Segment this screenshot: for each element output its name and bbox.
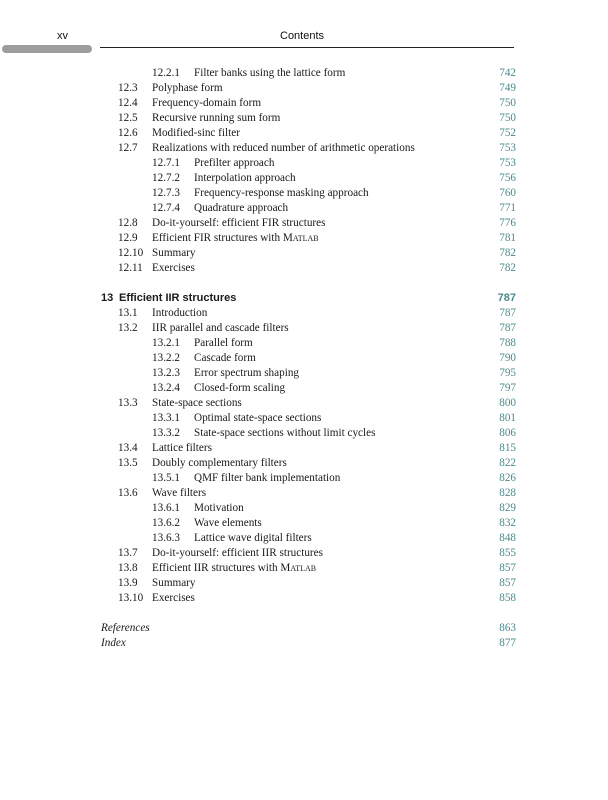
running-title: Contents [280,30,325,42]
toc-entry[interactable] [0,201,608,216]
toc-entry-title-text: Optimal state-space sections [194,412,322,424]
toc-entry-title-text: Filter banks using the lattice form [194,67,346,79]
toc-entry-page: 756 [499,172,516,184]
toc-entry[interactable] [0,366,608,381]
toc-entry-title-text: Wave filters [152,487,207,499]
toc-spacer [0,606,608,621]
toc-entry-title [194,66,345,81]
toc-entry-number: 12.3 [118,82,138,94]
toc-entry-title [194,516,262,531]
toc-back-matter [0,621,608,651]
toc-entry-page: 855 [499,547,516,559]
toc-entry-page: 776 [499,217,516,229]
toc-entry-title [152,456,287,471]
toc-entry-title [152,96,261,111]
toc-entry[interactable] [0,306,608,321]
toc-entry[interactable] [0,156,608,171]
toc-entry-title [152,561,316,576]
toc-entry-title [101,636,126,651]
toc-entry[interactable] [0,381,608,396]
toc-entry-page: 797 [499,382,516,394]
toc-entry-title-text: Doubly complementary filters [152,457,287,469]
toc-entry-title-text: Modified-sinc filter [152,127,240,139]
toc-entry-number: 13.7 [118,547,138,559]
toc-entry-number: 12.7 [118,142,138,154]
toc-entry-number: 13.10 [118,592,144,604]
toc-entry-title [152,546,323,561]
toc-entry-page: 760 [499,187,516,199]
toc-entry[interactable] [0,456,608,471]
toc-entry-page: 782 [499,262,516,274]
toc-backmatter-entry[interactable] [0,636,608,651]
toc-entry-page: 801 [499,412,516,424]
toc-entry[interactable] [0,81,608,96]
toc-entry[interactable] [0,471,608,486]
toc-entry-number: 13.6.1 [152,502,180,514]
toc-entry-title [194,171,296,186]
toc-entry-title [152,441,212,456]
toc-entry-title-text: Frequency-response masking approach [194,187,369,199]
toc-entry-number: 12.10 [118,247,144,259]
toc-entry-number: 12.4 [118,97,138,109]
toc-entry-title-text: Efficient IIR structures with [152,562,278,574]
toc-entry-title [194,411,321,426]
toc-entry-page: 863 [499,622,516,634]
toc-entry[interactable] [0,576,608,591]
toc-entry[interactable] [0,426,608,441]
header-rule [100,47,514,48]
toc-entry-page: 782 [499,247,516,259]
toc-entry-title [194,336,253,351]
toc-entry-page: 815 [499,442,516,454]
toc-entry-title-text: Introduction [152,307,208,319]
toc-section-13 [0,306,608,606]
table-of-contents [0,66,608,651]
toc-entry-title-text: State-space sections without limit cycles [194,427,376,439]
toc-entry-number: 13.2.4 [152,382,180,394]
toc-entry-title-text: Quadrature approach [194,202,289,214]
toc-entry-page: 857 [499,562,516,574]
toc-entry-title-text: Frequency-domain form [152,97,262,109]
toc-entry-page: 857 [499,577,516,589]
toc-entry-number: 13.2.2 [152,352,180,364]
toc-entry-title-text: State-space sections [152,397,242,409]
toc-entry-page: 781 [499,232,516,244]
toc-entry-title-text: Wave elements [194,517,262,529]
toc-entry-title [152,306,207,321]
toc-entry-number: 12.11 [118,262,143,274]
toc-entry-page: 752 [499,127,516,139]
toc-entry[interactable] [0,231,608,246]
toc-entry-number: 12.7.4 [152,202,180,214]
toc-entry-page: 750 [499,97,516,109]
toc-entry-title [152,261,195,276]
toc-entry-page: 828 [499,487,516,499]
toc-entry-title [194,381,285,396]
toc-entry-title-text: Summary [152,577,196,589]
toc-entry[interactable] [0,111,608,126]
toc-entry-number: 13.8 [118,562,138,574]
toc-entry[interactable] [0,591,608,606]
toc-entry-title [152,141,415,156]
toc-entry-title [152,396,242,411]
toc-entry[interactable] [0,246,608,261]
toc-entry[interactable] [0,546,608,561]
toc-entry-page: 826 [499,472,516,484]
toc-entry-number: 13.6.2 [152,517,180,529]
toc-entry-title-smallcaps: Matlab [282,232,319,244]
toc-entry-page: 771 [499,202,516,214]
toc-entry-title-text: IIR parallel and cascade filters [152,322,289,334]
toc-entry-title-text: Interpolation approach [194,172,296,184]
toc-entry-title [194,531,312,546]
toc-entry-title-text: Exercises [152,592,195,604]
toc-entry-title-text: Closed-form scaling [194,382,286,394]
toc-entry-title-text: Recursive running sum form [152,112,281,124]
toc-entry-page: 829 [499,502,516,514]
toc-entry[interactable] [0,531,608,546]
toc-entry-title [152,486,206,501]
toc-entry[interactable] [0,351,608,366]
toc-entry-title [152,216,325,231]
toc-entry-title-text: QMF filter bank implementation [194,472,341,484]
toc-entry-number: 13.3.2 [152,427,180,439]
toc-entry-page: 753 [499,142,516,154]
toc-entry-title-text: Cascade form [194,352,256,364]
toc-spacer [0,276,608,291]
toc-entry-title [194,351,256,366]
toc-entry-title-text: Realizations with reduced number of arithmetic operations [152,142,415,154]
toc-entry[interactable] [0,66,608,81]
toc-entry-title [152,321,289,336]
toc-entry-title [194,366,299,381]
toc-entry-number: 12.7.2 [152,172,180,184]
toc-entry-title [152,126,240,141]
toc-entry-page: 877 [499,637,516,649]
toc-entry[interactable] [0,561,608,576]
toc-entry-number: 13.2.1 [152,337,180,349]
toc-entry-title-text: Efficient FIR structures with [152,232,281,244]
toc-entry-title [152,231,319,246]
gray-thumb-tab [2,45,92,53]
toc-entry[interactable] [0,216,608,231]
toc-entry[interactable] [0,96,608,111]
toc-entry-number: 12.6 [118,127,138,139]
toc-entry-title [152,591,195,606]
chapter-page: 787 [497,292,516,304]
toc-chapter-13[interactable] [0,291,608,306]
toc-entry-page: 848 [499,532,516,544]
toc-entry-page: 832 [499,517,516,529]
toc-entry-title [194,471,340,486]
page-number: xv [57,30,68,42]
chapter-number: 13 [101,292,114,304]
toc-entry-page: 788 [499,337,516,349]
toc-entry-number: 13.3 [118,397,138,409]
toc-entry-title-text: Motivation [194,502,244,514]
toc-entry[interactable] [0,486,608,501]
toc-entry[interactable] [0,141,608,156]
toc-entry-title-text: Index [101,637,126,649]
toc-entry[interactable] [0,501,608,516]
toc-entry-number: 13.6.3 [152,532,180,544]
toc-entry-page: 822 [499,457,516,469]
toc-entry[interactable] [0,321,608,336]
toc-entry-title-text: Summary [152,247,196,259]
toc-entry-title [152,81,223,96]
toc-entry-title [194,156,274,171]
toc-entry-number: 13.3.1 [152,412,180,424]
toc-entry-title-text: Parallel form [194,337,253,349]
toc-entry-title-text: Exercises [152,262,195,274]
toc-entry-page: 790 [499,352,516,364]
toc-entry-number: 13.1 [118,307,138,319]
toc-entry-page: 742 [499,67,516,79]
chapter-title: Efficient IIR structures [119,292,237,304]
toc-entry[interactable] [0,336,608,351]
toc-entry-number: 13.5 [118,457,138,469]
toc-entry-page: 795 [499,367,516,379]
toc-entry[interactable] [0,441,608,456]
toc-entry[interactable] [0,171,608,186]
toc-entry-title-text: Polyphase form [152,82,223,94]
toc-entry[interactable] [0,396,608,411]
toc-entry-title-text: Lattice wave digital filters [194,532,312,544]
toc-backmatter-entry[interactable] [0,621,608,636]
toc-entry-number: 13.2.3 [152,367,180,379]
toc-entry-title-text: Prefilter approach [194,157,275,169]
toc-entry-number: 13.9 [118,577,138,589]
toc-entry-title-text: Do-it-yourself: efficient IIR structures [152,547,323,559]
toc-entry-title-text: Do-it-yourself: efficient FIR structures [152,217,326,229]
toc-entry-title-text: Lattice filters [152,442,212,454]
toc-entry-number: 13.5.1 [152,472,180,484]
toc-entry-title [152,246,196,261]
toc-entry-number: 12.8 [118,217,138,229]
toc-entry-title-smallcaps: Matlab [280,562,317,574]
toc-entry-page: 800 [499,397,516,409]
toc-entry-title [194,186,369,201]
toc-entry-number: 13.2 [118,322,138,334]
toc-entry-number: 12.7.3 [152,187,180,199]
toc-section-12 [0,66,608,276]
toc-entry[interactable] [0,411,608,426]
toc-entry-number: 13.6 [118,487,138,499]
toc-entry-number: 12.5 [118,112,138,124]
toc-entry-title [194,426,375,441]
toc-entry-page: 858 [499,592,516,604]
toc-entry[interactable] [0,516,608,531]
toc-entry-number: 12.7.1 [152,157,180,169]
toc-entry-number: 12.2.1 [152,67,180,79]
toc-entry-title-text: References [101,622,150,634]
toc-entry-page: 750 [499,112,516,124]
toc-entry-page: 749 [499,82,516,94]
toc-entry-title-text: Error spectrum shaping [194,367,300,379]
toc-entry-page: 806 [499,427,516,439]
toc-entry-title [101,621,150,636]
toc-entry[interactable] [0,126,608,141]
toc-entry-title [194,201,288,216]
toc-entry-title [152,576,196,591]
toc-entry[interactable] [0,186,608,201]
toc-entry-page: 787 [499,322,516,334]
toc-entry-page: 753 [499,157,516,169]
toc-entry-page: 787 [499,307,516,319]
toc-entry-number: 12.9 [118,232,138,244]
toc-entry-title [194,501,244,516]
toc-entry[interactable] [0,261,608,276]
toc-entry-title [152,111,280,126]
toc-entry-number: 13.4 [118,442,138,454]
